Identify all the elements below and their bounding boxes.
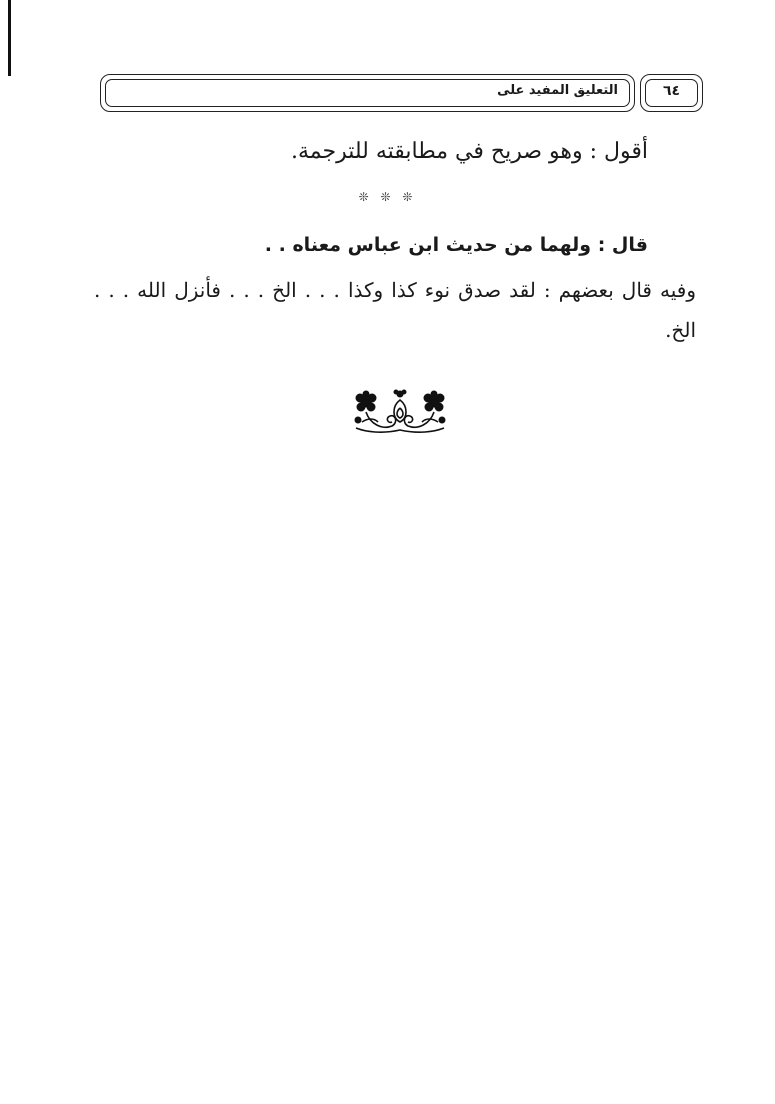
paragraph-statement: أقول : وهو صريح في مطابقته للترجمة. — [290, 139, 648, 164]
running-title: التعليق المفيد على — [497, 83, 618, 98]
paragraph-heading: قال : ولهما من حديث ابن عباس معناه . . — [264, 234, 648, 256]
section-separator: ❊ ❊ ❊ — [358, 190, 417, 204]
running-title-frame — [100, 74, 635, 112]
floral-ornament-icon — [352, 388, 448, 436]
page-number-frame — [640, 74, 703, 112]
paragraph-commentary: وفيه قال بعضهم : لقد صدق نوء كذا وكذا . . . الخ . . . فأنزل الله . . . الخ. — [94, 278, 696, 342]
right-flower-icon — [424, 391, 444, 411]
page-header — [100, 74, 703, 116]
page-number: ٦٤ — [662, 83, 681, 99]
left-flower-icon — [356, 391, 376, 411]
scan-edge-mark — [8, 0, 11, 76]
